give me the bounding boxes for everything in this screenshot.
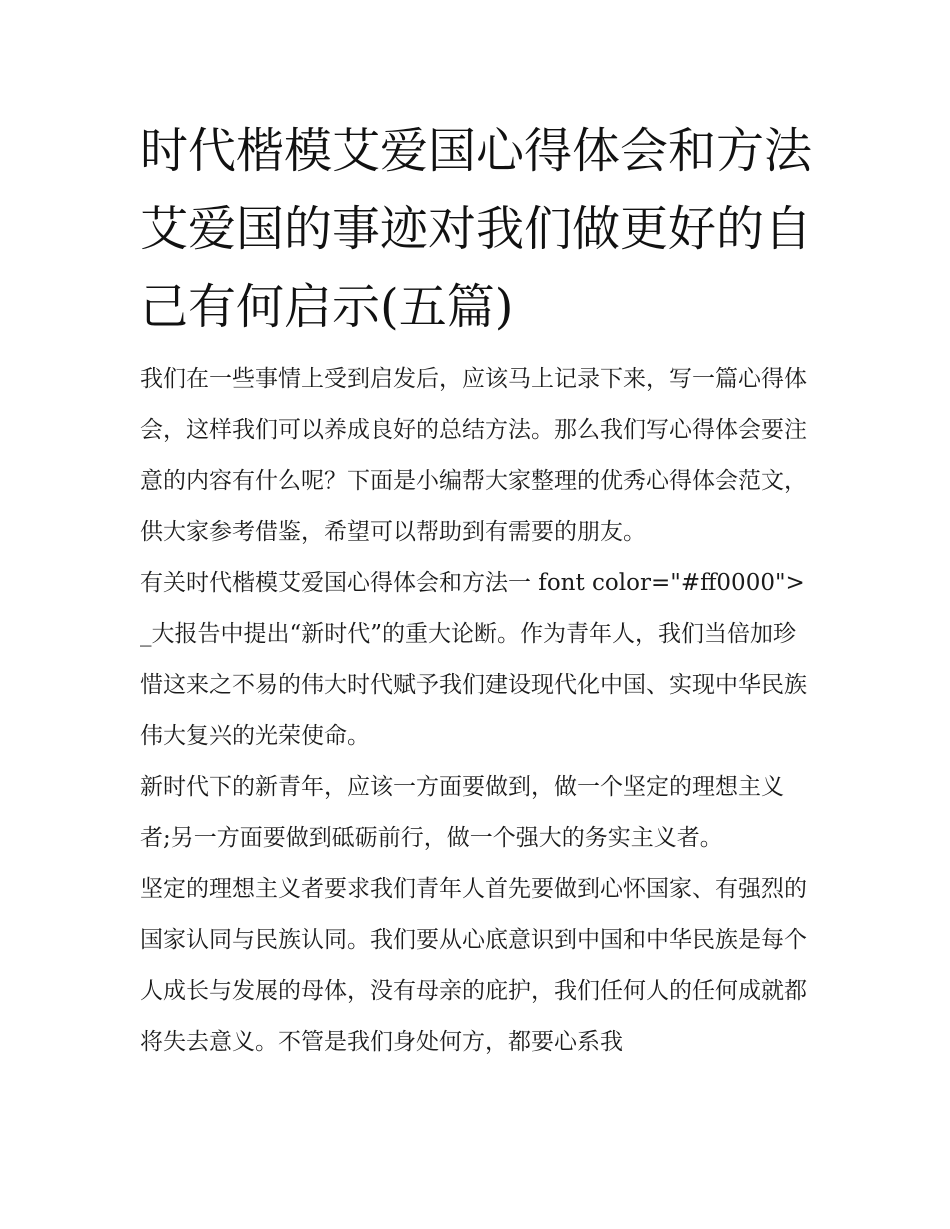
document-body xyxy=(140,112,812,1068)
document-title: 时代楷模艾爱国心得体会和方法 艾爱国的事迹对我们做更好的自己有何启示(五篇) xyxy=(140,123,813,335)
paragraph-section-one: 有关时代楷模艾爱国心得体会和方法一 font color="#ff0000">_大报告中提出“新时代”的重大论断。作为青年人，我们当倍加珍惜这来之不易的伟大时代赋予我们建设现代化中国、实现中华民族伟大复兴的光荣使命。 xyxy=(140,570,807,749)
paragraph-intro: 我们在一些事情上受到启发后，应该马上记录下来，写一篇心得体会，这样我们可以养成良好的总结方法。那么我们写心得体会要注意的内容有什么呢？下面是小编帮大家整理的优秀心得体会范文，供大家参考借鉴，希望可以帮助到有需要的朋友。 xyxy=(140,366,807,545)
paragraph-new-youth: 新时代下的新青年，应该一方面要做到，做一个坚定的理想主义者;另一方面要做到砥砺前行，做一个强大的务实主义者。 xyxy=(140,774,784,851)
paragraph-idealist: 坚定的理想主义者要求我们青年人首先要做到心怀国家、有强烈的国家认同与民族认同。我们要从心底意识到中国和中华民族是每个人成长与发展的母体，没有母亲的庇护，我们任何人的任何成就都将失去意义。不管是我们身处何方，都要心系我 xyxy=(140,876,807,1055)
